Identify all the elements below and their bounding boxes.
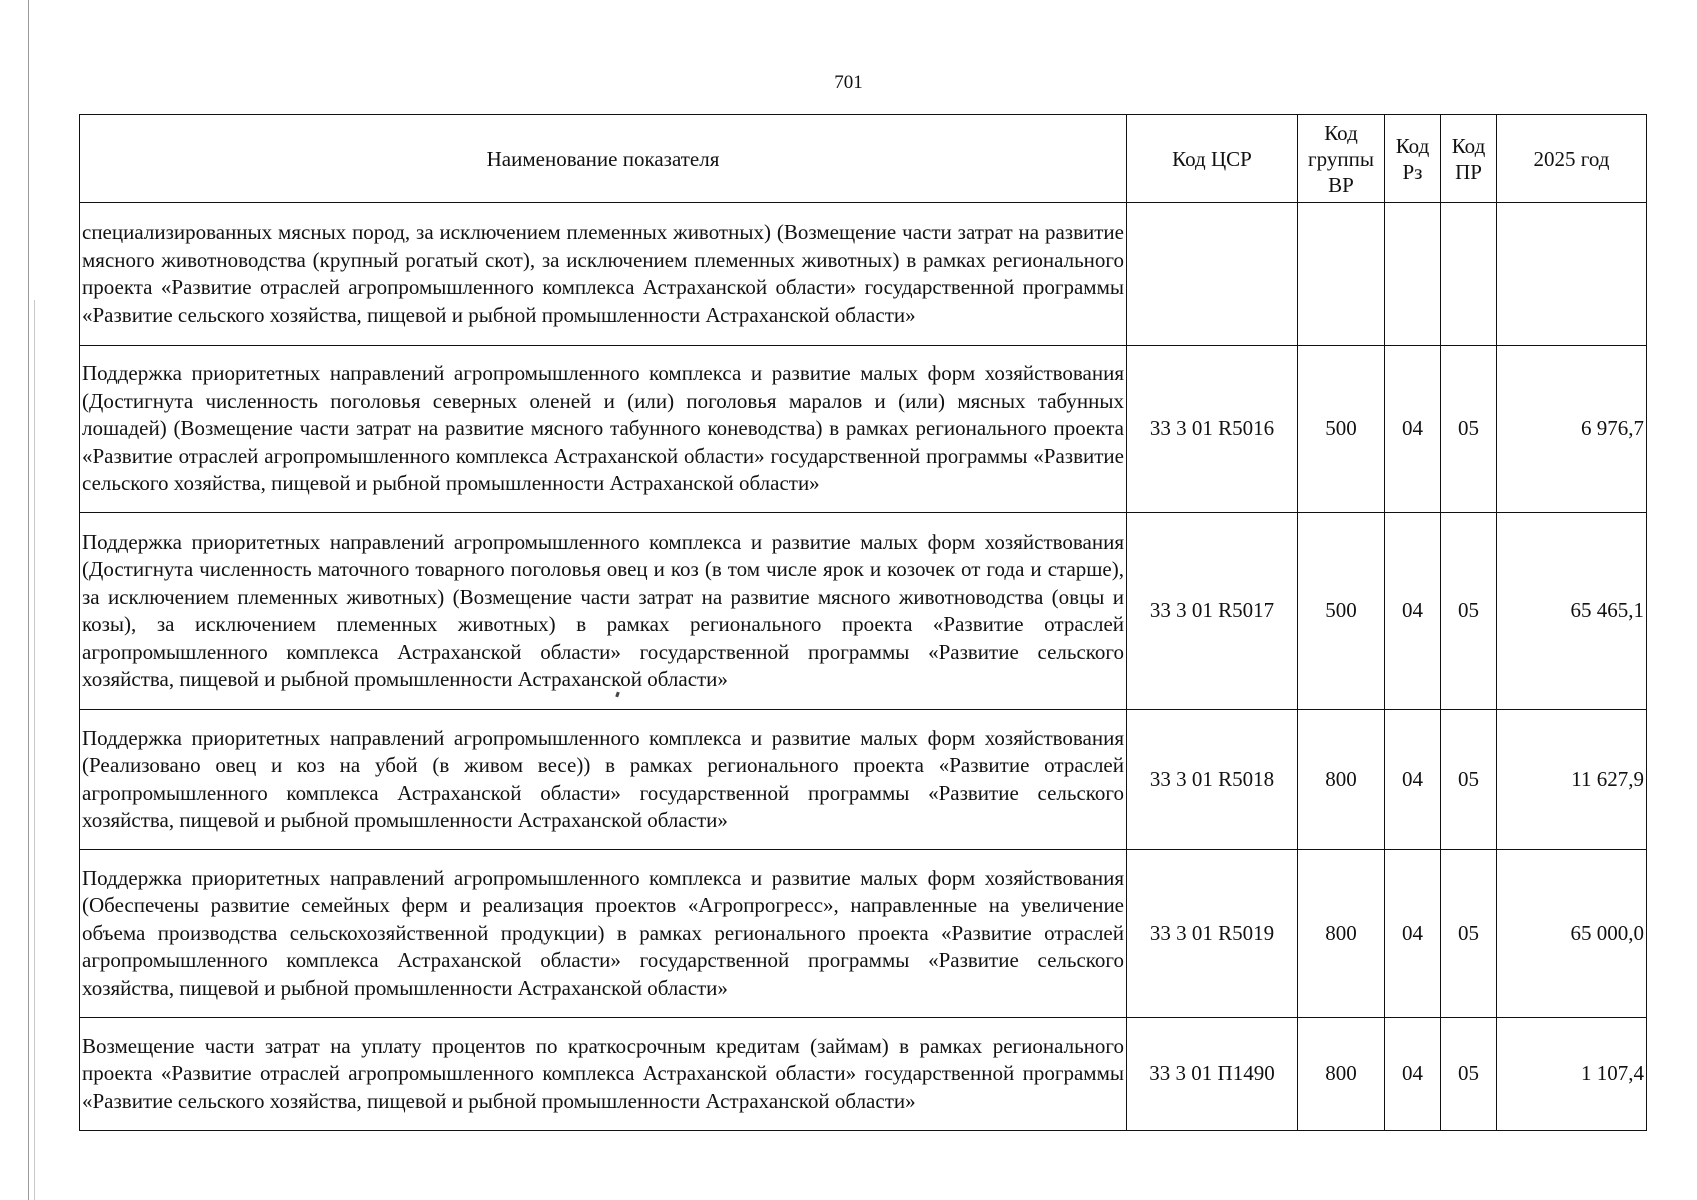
row-rz: 04	[1385, 710, 1441, 850]
row-vr: 500	[1298, 346, 1385, 513]
row-pr: 05	[1441, 513, 1497, 710]
header-csr-code: Код ЦСР	[1127, 115, 1298, 203]
budget-table	[79, 114, 1647, 1131]
row-name: Поддержка приоритетных направлений агропромышленного комплекса и развитие малых форм хозяйствования (Обеспечены развитие семейных ферм и реализация проектов «Агропрогресс», направленные на увеличение объема производства сельскохозяйственной продукции) в рамках регионального проекта «Развитие отраслей агропромышленного комплекса Астраханской области» государственной программы «Развитие сельского хозяйства, пищевой и рыбной промышленности Астраханской области»	[80, 850, 1127, 1018]
row-name: специализированных мясных пород, за исключением племенных животных) (Возмещение части затрат на развитие мясного животноводства (крупный рогатый скот), за исключением племенных животных) в рамках регионального проекта «Развитие отраслей агропромышленного комплекса Астраханской области» государственной программы «Развитие сельского хозяйства, пищевой и рыбной промышленности Астраханской области»	[80, 203, 1127, 346]
row-rz: 04	[1385, 346, 1441, 513]
header-year-2025: 2025 год	[1497, 115, 1647, 203]
row-csr: 33 3 01 П1490	[1127, 1018, 1298, 1131]
row-name: Поддержка приоритетных направлений агропромышленного комплекса и развитие малых форм хозяйствования (Реализовано овец и коз на убой (в живом весе)) в рамках регионального проекта «Развитие отраслей агропромышленного комплекса Астраханской области» государственной программы «Развитие сельского хозяйства, пищевой и рыбной промышленности Астраханской области»	[80, 710, 1127, 850]
row-vr: 500	[1298, 513, 1385, 710]
table-row	[80, 203, 1647, 346]
row-vr: 800	[1298, 710, 1385, 850]
row-pr: 05	[1441, 1018, 1497, 1131]
header-rz-code: Код Рз	[1385, 115, 1441, 203]
row-name: Поддержка приоритетных направлений агропромышленного комплекса и развитие малых форм хозяйствования (Достигнута численность поголовья северных оленей и (или) поголовья маралов и (или) мясных табунных лошадей) (Возмещение части затрат на развитие мясного табунного коневодства) в рамках регионального проекта «Развитие отраслей агропромышленного комплекса Астраханской области» государственной программы «Развитие сельского хозяйства, пищевой и рыбной промышленности Астраханской области»	[80, 346, 1127, 513]
row-pr: 05	[1441, 710, 1497, 850]
row-rz	[1385, 203, 1441, 346]
row-csr: 33 3 01 R5019	[1127, 850, 1298, 1018]
table-row	[80, 513, 1647, 710]
row-name: Возмещение части затрат на уплату процентов по краткосрочным кредитам (займам) в рамках регионального проекта «Развитие отраслей агропромышленного комплекса Астраханской области» государственной программы «Развитие сельского хозяйства, пищевой и рыбной промышленности Астраханской области»	[80, 1018, 1127, 1131]
table-row	[80, 710, 1647, 850]
row-amount: 1 107,4	[1497, 1018, 1647, 1131]
row-csr	[1127, 203, 1298, 346]
row-rz: 04	[1385, 850, 1441, 1018]
scan-edge-line-faint	[34, 300, 35, 1200]
row-csr: 33 3 01 R5016	[1127, 346, 1298, 513]
row-name: Поддержка приоритетных направлений агропромышленного комплекса и развитие малых форм хозяйствования (Достигнута численность маточного товарного поголовья овец и коз (в том числе ярок и козочек от года и старше), за исключением племенных животных) (Возмещение части затрат на развитие мясного животноводства (овцы и козы), за исключением племенных животных) в рамках регионального проекта «Развитие отраслей агропромышленного комплекса Астраханской области» государственной программы «Развитие сельского хозяйства, пищевой и рыбной промышленности Астраханской области»	[80, 513, 1127, 710]
row-pr: 05	[1441, 850, 1497, 1018]
row-amount: 6 976,7	[1497, 346, 1647, 513]
scan-edge-line	[28, 0, 29, 1200]
row-pr: 05	[1441, 346, 1497, 513]
row-amount: 65 000,0	[1497, 850, 1647, 1018]
table-row	[80, 1018, 1647, 1131]
row-csr: 33 3 01 R5017	[1127, 513, 1298, 710]
header-name: Наименование показателя	[80, 115, 1127, 203]
row-rz: 04	[1385, 513, 1441, 710]
row-pr	[1441, 203, 1497, 346]
table-row	[80, 346, 1647, 513]
row-vr	[1298, 203, 1385, 346]
row-amount: 11 627,9	[1497, 710, 1647, 850]
page-number: 701	[834, 72, 863, 93]
row-vr: 800	[1298, 1018, 1385, 1131]
row-rz: 04	[1385, 1018, 1441, 1131]
row-amount	[1497, 203, 1647, 346]
row-amount: 65 465,1	[1497, 513, 1647, 710]
row-csr: 33 3 01 R5018	[1127, 710, 1298, 850]
header-pr-code: Код ПР	[1441, 115, 1497, 203]
header-vr-group-code: Код группы ВР	[1298, 115, 1385, 203]
table-header-row	[80, 115, 1647, 203]
row-vr: 800	[1298, 850, 1385, 1018]
table-row	[80, 850, 1647, 1018]
